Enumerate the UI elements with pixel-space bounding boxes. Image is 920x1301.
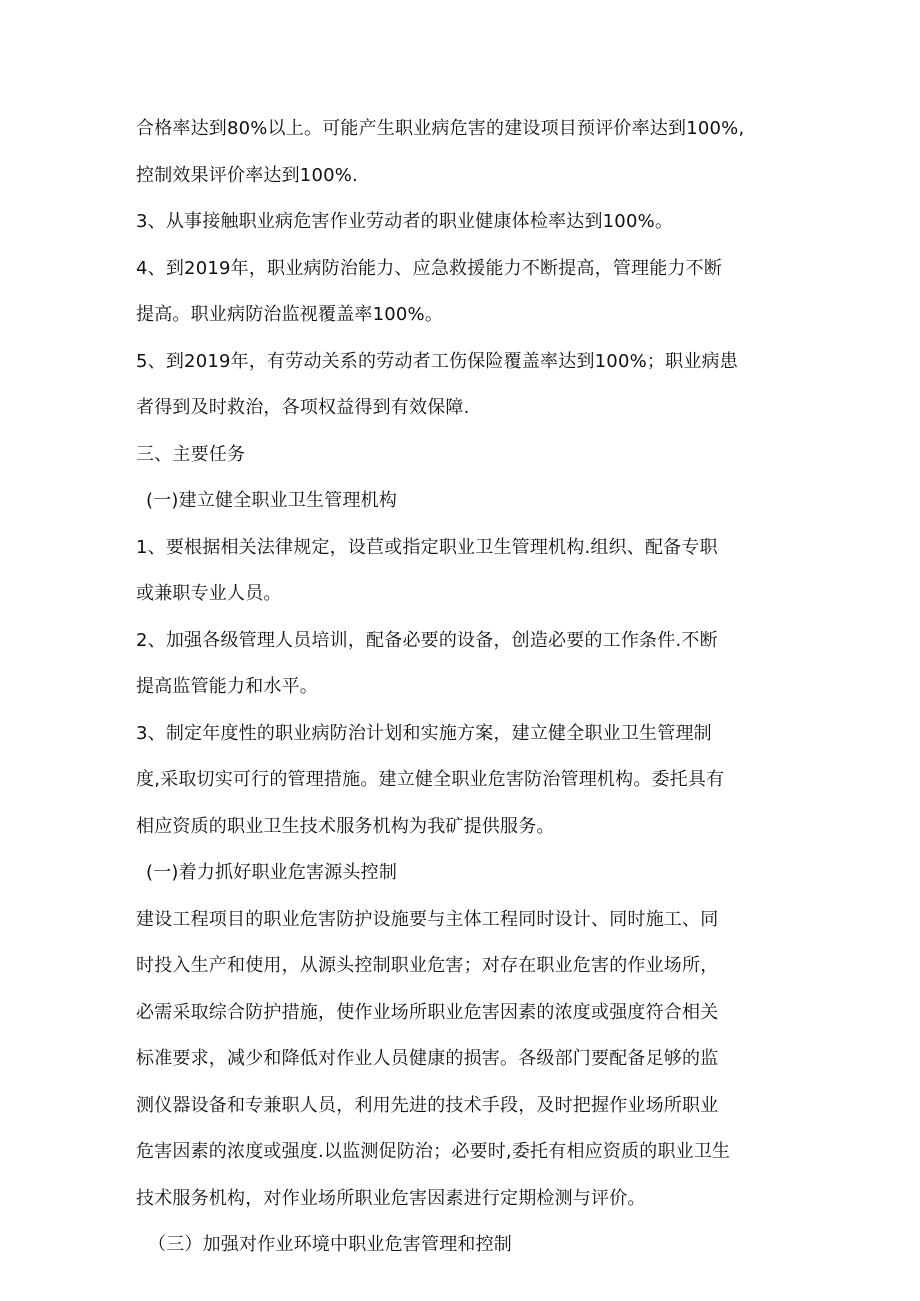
document-body — [136, 106, 796, 1269]
text-line: 度,采取切实可行的管理措施。建立健全职业危害防治管理机构。委托具有 — [136, 769, 725, 790]
text-line: 或兼职专业人员。 — [136, 583, 282, 604]
paragraph-line: 时投入生产和使用，从源头控制职业危害；对存在职业危害的作业场所， — [136, 955, 719, 976]
paragraph-line: 测仪器设备和专兼职人员，利用先进的技术手段，及时把握作业场所职业 — [136, 1094, 719, 1116]
list-item-3: 3、从事接触职业病危害作业劳动者的职业健康体检率达到100%。 — [136, 211, 674, 232]
subsection-heading: (一)着力抓好职业危害源头控制 — [146, 862, 398, 883]
list-item-1: 1、要根据相关法律规定，设苣或指定职业卫生管理机构.组织、配备专职 — [136, 536, 718, 558]
subsection-heading: (一)建立健全职业卫生管理机构 — [146, 490, 398, 511]
section-heading: 三、主要任务 — [136, 443, 246, 465]
list-item-3: 3、制定年度性的职业病防治计划和实施方案，建立健全职业卫生管理制 — [136, 722, 712, 744]
text-line: 提高。职业病防治监视覆盖率100%。 — [136, 304, 444, 325]
list-item-2: 2、加强各级管理人员培训，配备必要的设备，创造必要的工作条件.不断 — [136, 629, 718, 651]
text-line: 控制效果评价率达到100%. — [136, 164, 358, 186]
text-line: 者得到及时救治，各项权益得到有效保障. — [136, 397, 470, 418]
text-line: 相应资质的职业卫生技术服务机构为我矿提供服务。 — [136, 815, 555, 837]
paragraph-line: 建设工程项目的职业危害防护设施要与主体工程同时设计、同时施工、同 — [136, 908, 719, 930]
paragraph-line: 危害因素的浓度或强度.以监测促防治；必要时,委托有相应资质的职业卫生 — [136, 1141, 731, 1162]
text-line: 合格率达到80%以上。可能产生职业病危害的建设项目预评价率达到100%, — [136, 118, 745, 139]
list-item-5: 5、到2019年，有劳动关系的劳动者工伤保险覆盖率达到100%；职业病患 — [136, 350, 738, 372]
text-line: 提高监管能力和水平。 — [136, 676, 318, 697]
list-item-4: 4、到2019年，职业病防治能力、应急救援能力不断提高，管理能力不断 — [136, 257, 723, 279]
paragraph-line: 技术服务机构，对作业场所职业危害因素进行定期检测与评价。 — [136, 1187, 646, 1209]
subsection-heading: （三）加强对作业环境中职业危害管理和控制 — [148, 1234, 512, 1255]
paragraph-line: 标准要求，减少和降低对作业人员健康的损害。各级部门要配备足够的监 — [136, 1048, 719, 1069]
paragraph-line: 必需采取综合防护措施，使作业场所职业危害因素的浓度或强度符合相关 — [136, 1001, 719, 1023]
